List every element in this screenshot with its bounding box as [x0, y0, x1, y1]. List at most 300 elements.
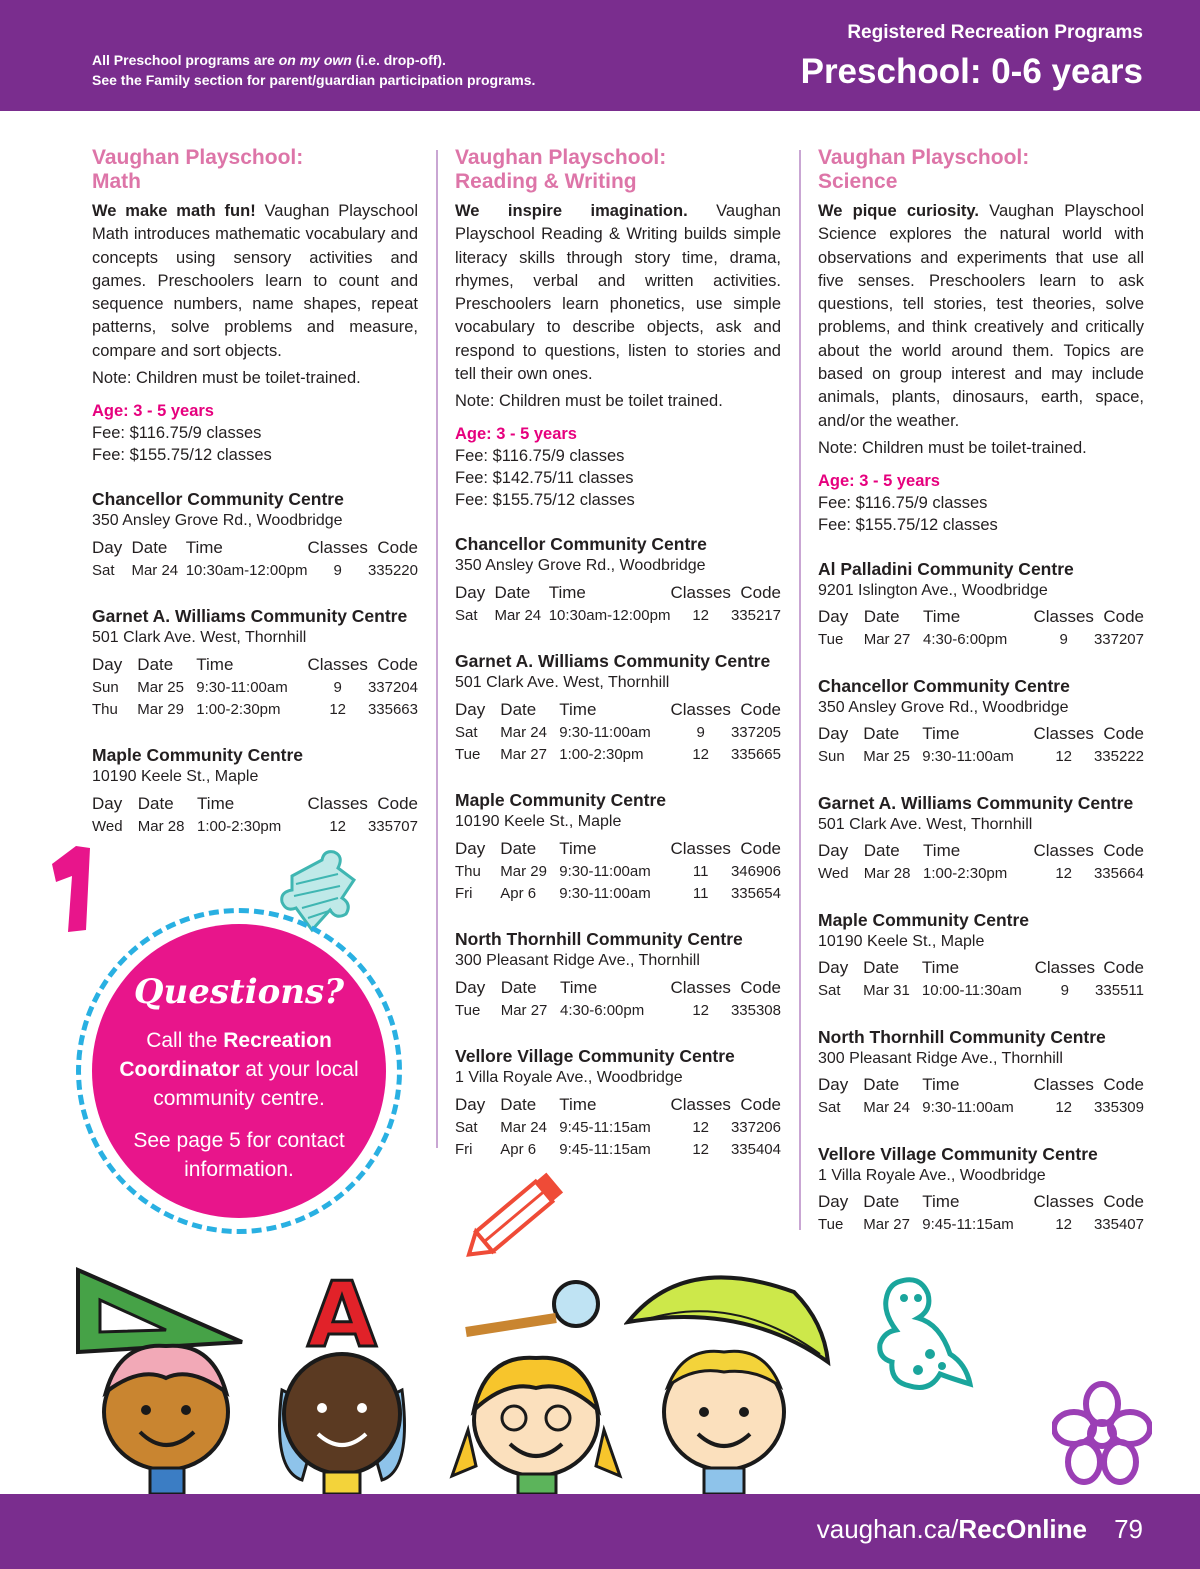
- schedule-cell-date: Mar 27: [863, 1216, 910, 1234]
- column-header-code: Code: [740, 977, 781, 997]
- column-divider: [436, 150, 438, 1148]
- column-divider: [799, 150, 801, 1230]
- child-with-magnifier-icon: [446, 1280, 626, 1494]
- questions-text: Call the Recreation Coordinator at your local community centre.: [119, 1029, 359, 1110]
- column-header-classes: Classes: [670, 699, 731, 719]
- schedule-cell-classes: 12: [1055, 1216, 1073, 1234]
- schedule-header-row: [92, 792, 418, 815]
- schedule-cell-classes: 12: [692, 745, 710, 763]
- schedule-cell-day: Sat: [92, 561, 115, 579]
- schedule-cell-classes: 12: [1055, 1099, 1073, 1117]
- schedule-cell-code: 335222: [1093, 748, 1144, 766]
- schedule-cell-classes: 12: [692, 606, 710, 624]
- column-header-code: Code: [377, 537, 418, 557]
- schedule-header-row: [92, 653, 418, 676]
- schedule-cell-date: Mar 29: [500, 862, 547, 880]
- child-with-leaf-icon: [624, 1262, 834, 1494]
- column-header-date: Date: [131, 537, 168, 557]
- schedule-row: [818, 746, 1144, 768]
- column-header-day: Day: [455, 699, 486, 719]
- location-address: 10190 Keele St., Maple: [92, 768, 259, 786]
- schedule-cell-date: Mar 24: [500, 1118, 547, 1136]
- schedule-row: [455, 882, 781, 904]
- column-header-classes: Classes: [1033, 841, 1094, 861]
- location-name: North Thornhill Community Centre: [818, 1026, 1106, 1047]
- schedule-cell-time: 10:30am-12:00pm: [185, 561, 308, 579]
- program-note: Note: Children must be toilet trained.: [455, 392, 723, 411]
- schedule-cell-day: Tue: [455, 745, 481, 763]
- column-header-code: Code: [1103, 724, 1144, 744]
- schedule-cell-classes: 12: [692, 1140, 710, 1158]
- column-header-time: Time: [922, 1192, 960, 1212]
- column-header-day: Day: [818, 1075, 849, 1095]
- schedule-cell-date: Mar 24: [500, 723, 547, 741]
- location-block: [92, 488, 418, 581]
- schedule-row: [455, 1116, 781, 1138]
- program-age: Age: 3 - 5 years: [818, 471, 940, 490]
- column-header-classes: Classes: [670, 1094, 731, 1114]
- schedule-cell-time: 9:30-11:00am: [559, 723, 651, 741]
- schedule-cell-code: 335707: [367, 817, 418, 835]
- schedule-row: [455, 604, 781, 626]
- schedule-cell-day: Sun: [818, 748, 845, 766]
- location-name: Maple Community Centre: [455, 790, 666, 811]
- schedule-cell-time: 4:30-6:00pm: [560, 1001, 645, 1019]
- schedule-cell-code: 335220: [367, 561, 418, 579]
- program-description: [455, 200, 781, 386]
- program-note: Note: Children must be toilet-trained.: [818, 438, 1087, 457]
- program-lead: We make math fun!: [92, 202, 256, 220]
- schedule-cell-time: 9:30-11:00am: [922, 748, 1014, 766]
- location-name: Maple Community Centre: [818, 909, 1029, 930]
- column-header-code: Code: [1103, 607, 1144, 627]
- program-title-line: Vaughan Playschool:: [455, 146, 667, 169]
- schedule-cell-time: 9:45-11:15am: [559, 1118, 651, 1136]
- schedule-cell-day: Sat: [818, 1099, 841, 1117]
- location-name: North Thornhill Community Centre: [455, 929, 743, 950]
- schedule-header-row: [818, 1074, 1144, 1097]
- schedule-cell-code: 335511: [1095, 982, 1144, 1000]
- location-name: Chancellor Community Centre: [455, 534, 707, 555]
- schedule-cell-date: Mar 27: [863, 631, 911, 649]
- schedule-cell-code: 337205: [730, 723, 781, 741]
- column-header-time: Time: [559, 1094, 597, 1114]
- schedule-header-row: [455, 976, 781, 999]
- program-title-line: Science: [818, 170, 898, 193]
- schedule-table: [818, 957, 1144, 1002]
- schedule-cell-day: Sat: [455, 606, 478, 624]
- schedule-row: [818, 1097, 1144, 1119]
- column-header-date: Date: [863, 724, 900, 744]
- schedule-table: [455, 976, 781, 1021]
- schedule-row: [818, 1214, 1144, 1236]
- schedule-cell-date: Apr 6: [500, 884, 537, 902]
- schedule-cell-time: 4:30-6:00pm: [923, 631, 1008, 649]
- schedule-table: [818, 1074, 1144, 1119]
- location-address: 501 Clark Ave. West, Thornhill: [455, 674, 670, 692]
- column-header-date: Date: [137, 654, 174, 674]
- schedule-cell-classes: 9: [333, 561, 342, 579]
- column-header-day: Day: [818, 724, 849, 744]
- schedule-cell-classes: 11: [692, 862, 709, 880]
- schedule-cell-time: 9:30-11:00am: [922, 1099, 1014, 1117]
- schedule-header-row: [455, 581, 781, 604]
- schedule-table: [455, 581, 781, 626]
- column-header-time: Time: [559, 699, 597, 719]
- column-header-code: Code: [740, 582, 781, 602]
- location-block: [818, 792, 1144, 885]
- location-block: [818, 1026, 1144, 1119]
- schedule-header-row: [818, 840, 1144, 863]
- column-header-time: Time: [921, 958, 960, 978]
- column-header-time: Time: [560, 977, 598, 997]
- column-header-code: Code: [1103, 1192, 1144, 1212]
- schedule-cell-code: 335665: [730, 745, 781, 763]
- schedule-header-row: [455, 698, 781, 721]
- column-header-date: Date: [494, 582, 531, 602]
- schedule-header-row: [818, 1191, 1144, 1214]
- schedule-cell-time: 9:45-11:15am: [559, 1140, 651, 1158]
- column-header-day: Day: [455, 977, 486, 997]
- column-header-time: Time: [922, 1075, 960, 1095]
- schedule-table: [818, 723, 1144, 768]
- schedule-cell-date: Apr 6: [500, 1140, 537, 1158]
- schedule-cell-classes: 12: [692, 1001, 710, 1019]
- schedule-row: [92, 559, 418, 581]
- schedule-row: [818, 629, 1144, 651]
- program-title-line: Vaughan Playschool:: [92, 146, 304, 169]
- schedule-cell-date: Mar 24: [131, 561, 179, 579]
- program-title: [92, 146, 418, 194]
- column-header-classes: Classes: [1033, 1192, 1094, 1212]
- program-title-line: Math: [92, 170, 141, 193]
- schedule-cell-classes: 12: [329, 817, 347, 835]
- column-header-date: Date: [863, 958, 900, 978]
- schedule-cell-day: Fri: [455, 884, 473, 902]
- location-address: 1 Villa Royale Ave., Woodbridge: [455, 1069, 683, 1087]
- program-age: Age: 3 - 5 years: [92, 402, 214, 421]
- schedule-cell-code: 335404: [730, 1140, 781, 1158]
- schedule-cell-time: 10:00-11:30am: [921, 982, 1022, 1000]
- schedule-header-row: [92, 536, 418, 559]
- schedule-cell-date: Mar 27: [500, 1001, 548, 1019]
- location-address: 501 Clark Ave. West, Thornhill: [818, 815, 1033, 833]
- questions-title: Questions?: [133, 972, 345, 1012]
- schedule-cell-day: Sat: [818, 982, 841, 1000]
- column-header-day: Day: [92, 654, 123, 674]
- schedule-cell-classes: 12: [1055, 748, 1073, 766]
- schedule-cell-day: Wed: [818, 865, 849, 883]
- program-lead: We pique curiosity.: [818, 202, 979, 220]
- column-header-date: Date: [500, 838, 537, 858]
- location-name: Vellore Village Community Centre: [818, 1143, 1098, 1164]
- location-address: 10190 Keele St., Maple: [818, 932, 985, 950]
- location-name: Maple Community Centre: [92, 745, 303, 766]
- location-name: Vellore Village Community Centre: [455, 1046, 735, 1067]
- column-header-classes: Classes: [307, 793, 368, 813]
- dinosaur-icon: [870, 1274, 974, 1396]
- schedule-cell-time: 9:30-11:00am: [196, 678, 288, 696]
- column-header-classes: Classes: [1034, 958, 1096, 978]
- column-header-classes: Classes: [307, 654, 368, 674]
- schedule-cell-date: Mar 31: [863, 982, 910, 1000]
- header-note: All Preschool programs are on my own (i.e. drop-off). See the Family section for parent/guardian participation programs.: [92, 52, 536, 88]
- location-address: 10190 Keele St., Maple: [455, 813, 622, 831]
- schedule-header-row: [455, 1093, 781, 1116]
- schedule-cell-day: Tue: [818, 631, 844, 649]
- location-block: [818, 675, 1144, 768]
- column-header-code: Code: [377, 793, 418, 813]
- schedule-cell-date: Mar 27: [500, 745, 547, 763]
- location-block: [92, 744, 418, 837]
- program-description-text: Vaughan Playschool Math introduces mathematic vocabulary and concepts using sensory activities and games. Preschoolers learn to count and sequence numbers, name shapes, repeat patterns, solve problems and measure, compare and sort objects.: [92, 202, 418, 360]
- section-kicker: Registered Recreation Programs: [847, 22, 1143, 43]
- schedule-cell-code: 337204: [367, 678, 418, 696]
- flower-icon: [1052, 1380, 1152, 1494]
- schedule-cell-time: 10:30am-12:00pm: [548, 606, 671, 624]
- location-block: [455, 1045, 781, 1160]
- program-description-text: Vaughan Playschool Reading & Writing builds simple literacy skills through story time, drama, rhymes, verbal and written activities. Preschoolers learn phonetics, use simple vocabulary to describe objects, ask and respond to questions, listen to stories and tell their own ones.: [455, 202, 781, 384]
- schedule-row: [92, 698, 418, 720]
- column-header-date: Date: [863, 841, 900, 861]
- schedule-cell-code: 335407: [1093, 1216, 1144, 1234]
- schedule-cell-classes: 12: [1055, 865, 1073, 883]
- schedule-header-row: [818, 723, 1144, 746]
- column-header-code: Code: [377, 654, 418, 674]
- schedule-row: [455, 743, 781, 765]
- column-header-day: Day: [455, 582, 486, 602]
- schedule-row: [92, 815, 418, 837]
- location-address: 300 Pleasant Ridge Ave., Thornhill: [818, 1049, 1063, 1067]
- location-block: [455, 789, 781, 904]
- schedule-cell-code: 335308: [730, 1001, 781, 1019]
- column-header-day: Day: [818, 841, 849, 861]
- column-header-classes: Classes: [1033, 724, 1094, 744]
- schedule-cell-date: Mar 28: [863, 865, 911, 883]
- schedule-cell-time: 9:30-11:00am: [559, 884, 651, 902]
- location-address: 501 Clark Ave. West, Thornhill: [92, 629, 307, 647]
- program-title-line: Reading & Writing: [455, 170, 637, 193]
- location-address: 9201 Islington Ave., Woodbridge: [818, 581, 1048, 599]
- column-header-time: Time: [196, 654, 234, 674]
- column-header-code: Code: [740, 838, 781, 858]
- program-fee: Fee: $155.75/12 classes: [92, 446, 272, 465]
- location-address: 350 Ansley Grove Rd., Woodbridge: [455, 557, 706, 575]
- schedule-cell-time: 1:00-2:30pm: [196, 700, 281, 718]
- schedule-table: [818, 606, 1144, 651]
- column-header-code: Code: [740, 1094, 781, 1114]
- program-description: [92, 200, 418, 363]
- program-column-reading-writing: [455, 146, 781, 1160]
- location-block: [92, 605, 418, 720]
- program-title: [455, 146, 781, 194]
- schedule-row: [92, 676, 418, 698]
- program-description-text: Vaughan Playschool Science explores the natural world with observations and experiments that use all five senses. Preschoolers learn to ask questions, tell stories, test theories, solve problems, and think creatively and critically about the world around them. Topics are based on group interest and may include animals, plants, dinosaurs, earth, space, and/or the weather.: [818, 202, 1144, 430]
- schedule-cell-classes: 9: [696, 723, 705, 741]
- column-header-day: Day: [818, 607, 849, 627]
- schedule-cell-day: Sun: [92, 678, 119, 696]
- column-header-day: Day: [92, 537, 123, 557]
- column-header-time: Time: [197, 793, 235, 813]
- schedule-cell-code: 335217: [730, 606, 781, 624]
- location-name: Al Palladini Community Centre: [818, 558, 1074, 579]
- column-header-date: Date: [863, 607, 900, 627]
- column-header-time: Time: [922, 724, 960, 744]
- program-fee: Fee: $155.75/12 classes: [455, 491, 635, 510]
- pencil-icon: [452, 1164, 576, 1272]
- schedule-cell-time: 1:00-2:30pm: [559, 745, 644, 763]
- questions-contact-text: See page 5 for contact information.: [133, 1129, 345, 1181]
- page-number: 79: [1114, 1514, 1143, 1544]
- schedule-row: [818, 863, 1144, 885]
- program-title-line: Vaughan Playschool:: [818, 146, 1030, 169]
- column-header-code: Code: [1103, 841, 1144, 861]
- location-block: [455, 533, 781, 626]
- schedule-cell-day: Sat: [455, 1118, 478, 1136]
- column-header-classes: Classes: [307, 537, 368, 557]
- program-fee: Fee: $116.75/9 classes: [455, 447, 625, 466]
- location-name: Garnet A. Williams Community Centre: [818, 792, 1134, 813]
- column-header-date: Date: [500, 699, 537, 719]
- program-column-science: [818, 146, 1144, 1236]
- child-with-ruler-icon: [70, 1262, 270, 1494]
- child-with-letter-icon: [262, 1250, 422, 1494]
- program-fee: Fee: $142.75/11 classes: [455, 469, 634, 488]
- schedule-cell-day: Thu: [92, 700, 118, 718]
- location-block: [818, 909, 1144, 1002]
- program-lead: We inspire imagination.: [455, 202, 688, 220]
- schedule-cell-classes: 9: [1059, 631, 1068, 649]
- schedule-cell-code: 337206: [730, 1118, 781, 1136]
- program-fee: Fee: $155.75/12 classes: [818, 515, 998, 534]
- schedule-cell-date: Mar 24: [494, 606, 542, 624]
- location-name: Garnet A. Williams Community Centre: [455, 651, 771, 672]
- column-header-date: Date: [863, 1075, 900, 1095]
- program-fee: Fee: $116.75/9 classes: [818, 493, 988, 512]
- schedule-cell-code: 335663: [367, 700, 418, 718]
- column-header-day: Day: [818, 1192, 849, 1212]
- schedule-cell-day: Sat: [455, 723, 478, 741]
- location-address: 300 Pleasant Ridge Ave., Thornhill: [455, 952, 700, 970]
- schedule-table: [92, 653, 418, 720]
- column-header-date: Date: [500, 1094, 537, 1114]
- schedule-row: [455, 999, 781, 1021]
- schedule-cell-date: Mar 24: [863, 1099, 910, 1117]
- column-header-time: Time: [548, 582, 586, 602]
- column-header-date: Date: [500, 977, 537, 997]
- schedule-table: [92, 792, 418, 837]
- schedule-cell-classes: 9: [1060, 982, 1069, 1000]
- location-block: [455, 650, 781, 765]
- column-header-day: Day: [455, 838, 486, 858]
- program-column-math: [92, 146, 418, 837]
- schedule-cell-code: 337207: [1093, 631, 1144, 649]
- schedule-cell-classes: 11: [692, 884, 709, 902]
- schedule-cell-code: 346906: [730, 862, 781, 880]
- location-name: Chancellor Community Centre: [818, 675, 1070, 696]
- number-one-icon: [46, 842, 104, 936]
- schedule-cell-date: Mar 25: [137, 678, 184, 696]
- schedule-cell-code: 335309: [1093, 1099, 1144, 1117]
- column-header-day: Day: [92, 793, 123, 813]
- schedule-cell-day: Tue: [455, 1001, 481, 1019]
- schedule-cell-time: 1:00-2:30pm: [923, 865, 1008, 883]
- schedule-cell-classes: 9: [333, 678, 342, 696]
- location-name: Chancellor Community Centre: [92, 489, 344, 510]
- column-header-classes: Classes: [670, 582, 731, 602]
- column-header-classes: Classes: [670, 838, 731, 858]
- schedule-cell-day: Thu: [455, 862, 481, 880]
- schedule-row: [818, 980, 1144, 1002]
- schedule-table: [455, 1093, 781, 1160]
- column-header-code: Code: [740, 699, 781, 719]
- location-name: Garnet A. Williams Community Centre: [92, 606, 408, 627]
- page-footer: [0, 1494, 1200, 1569]
- column-header-classes: Classes: [1033, 1075, 1094, 1095]
- schedule-table: [92, 536, 418, 581]
- column-header-time: Time: [923, 841, 961, 861]
- schedule-header-row: [818, 606, 1144, 629]
- program-fee: Fee: $116.75/9 classes: [92, 424, 262, 443]
- location-block: [818, 1143, 1144, 1236]
- schedule-table: [455, 698, 781, 765]
- page-title: Preschool: 0-6 years: [800, 52, 1143, 91]
- column-header-code: Code: [1103, 1075, 1144, 1095]
- schedule-cell-day: Fri: [455, 1140, 473, 1158]
- column-header-day: Day: [455, 1094, 486, 1114]
- schedule-cell-time: 9:30-11:00am: [559, 862, 651, 880]
- schedule-cell-date: Mar 25: [863, 748, 910, 766]
- website-link[interactable]: vaughan.ca/RecOnline: [816, 1514, 1087, 1544]
- schedule-table: [818, 1191, 1144, 1236]
- column-header-time: Time: [559, 838, 597, 858]
- location-address: 1 Villa Royale Ave., Woodbridge: [818, 1166, 1046, 1184]
- column-header-code: Code: [1103, 958, 1144, 978]
- column-header-day: Day: [818, 958, 849, 978]
- location-block: [455, 928, 781, 1021]
- schedule-cell-code: 335654: [730, 884, 781, 902]
- column-header-classes: Classes: [670, 977, 731, 997]
- schedule-header-row: [455, 837, 781, 860]
- page-header: [0, 0, 1200, 111]
- schedule-cell-classes: 12: [329, 700, 347, 718]
- schedule-table: [455, 837, 781, 904]
- schedule-cell-code: 335664: [1093, 865, 1144, 883]
- schedule-cell-day: Tue: [818, 1216, 844, 1234]
- schedule-table: [818, 840, 1144, 885]
- program-description: [818, 200, 1144, 433]
- schedule-cell-time: 1:00-2:30pm: [197, 817, 282, 835]
- schedule-header-row: [818, 957, 1144, 980]
- column-header-date: Date: [863, 1192, 900, 1212]
- schedule-row: [455, 721, 781, 743]
- schedule-cell-date: Mar 29: [137, 700, 184, 718]
- letter-a-icon: A: [307, 1263, 377, 1368]
- schedule-cell-day: Wed: [92, 817, 123, 835]
- column-header-date: Date: [137, 793, 174, 813]
- schedule-cell-classes: 12: [692, 1118, 710, 1136]
- column-header-classes: Classes: [1033, 607, 1094, 627]
- schedule-row: [455, 860, 781, 882]
- schedule-cell-time: 9:45-11:15am: [922, 1216, 1014, 1234]
- program-note: Note: Children must be toilet-trained.: [92, 369, 361, 388]
- location-address: 350 Ansley Grove Rd., Woodbridge: [818, 698, 1069, 716]
- location-block: [818, 558, 1144, 651]
- program-age: Age: 3 - 5 years: [455, 425, 577, 444]
- schedule-row: [455, 1138, 781, 1160]
- schedule-cell-date: Mar 28: [137, 817, 185, 835]
- location-address: 350 Ansley Grove Rd., Woodbridge: [92, 512, 343, 530]
